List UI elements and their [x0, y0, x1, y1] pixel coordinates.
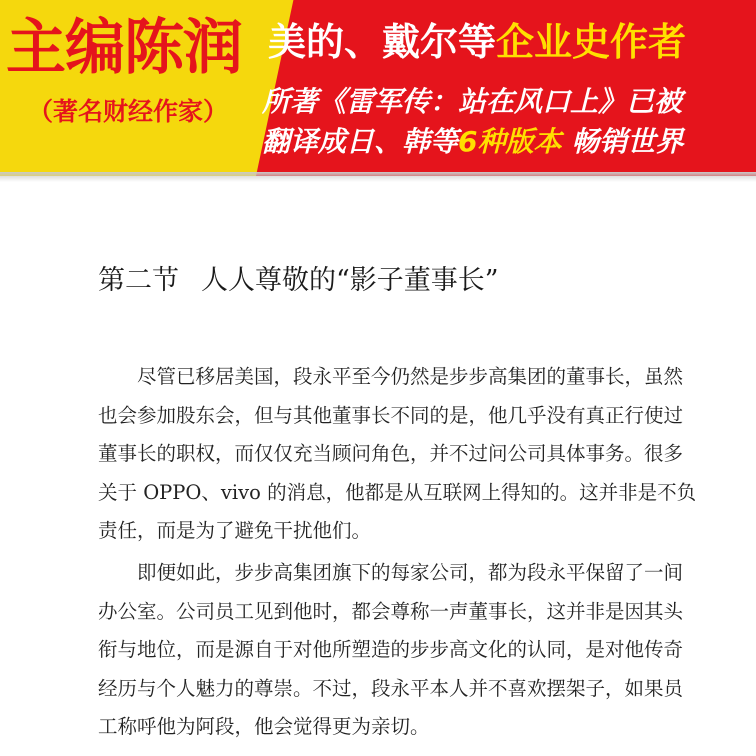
section-number: 第二节	[98, 265, 179, 296]
paragraph-line: 办公室。公司员工见到他时，都会尊称一声董事长，这并非是因其头	[98, 599, 684, 623]
promo-subline-2-a: 翻译成日、韩等	[262, 125, 459, 158]
banner-shadow	[0, 172, 756, 182]
promo-headline-white: 美的、戴尔等	[268, 20, 497, 64]
paragraph-line: 董事长的职权，而仅仅充当顾问角色，并不过问公司具体事务。很多	[98, 442, 684, 465]
promo-subline-2-highlight: 6种版本	[458, 125, 562, 158]
promo-headline	[268, 18, 686, 66]
paragraph-line: 衔与地位，而是源自于对他所塑造的步步高文化的认同，是对他传奇	[98, 638, 684, 661]
paragraph-1	[98, 358, 710, 551]
paragraph-line: 尽管已移居美国，段永平至今仍然是步步高集团的董事长，虽然	[98, 365, 684, 388]
promo-subline-2	[262, 124, 683, 160]
paragraph-line: 也会参加股东会，但与其他董事长不同的是，他几乎没有真正行使过	[98, 403, 684, 427]
paragraph-line: 关于 OPPO、vivo 的消息，他都是从互联网上得知的。这并非是不负	[98, 480, 697, 504]
editor-title: （著名财经作家）	[27, 97, 228, 126]
paragraph-line: 责任，而是为了避免干扰他们。	[98, 519, 372, 542]
paragraph-2	[98, 554, 710, 747]
paragraph-line: 经历与个人魅力的尊崇。不过，段永平本人并不喜欢摆架子，如果员	[98, 676, 684, 700]
paragraph-line: 即便如此，步步高集团旗下的每家公司，都为段永平保留了一间	[98, 561, 684, 584]
paragraph-line: 工称呼他为阿段，他会觉得更为亲切。	[98, 715, 430, 738]
promo-subline-2-b: 畅销世界	[561, 125, 684, 158]
promo-headline-yellow: 企业史作者	[496, 20, 687, 64]
editor-name: 主编陈润	[6, 13, 242, 83]
promo-subline-1: 所著《雷军传：站在风口上》已被	[262, 85, 683, 118]
section-title: 人人尊敬的“影子董事长”	[201, 265, 499, 296]
promo-banner	[0, 0, 756, 176]
section-heading	[98, 262, 499, 300]
